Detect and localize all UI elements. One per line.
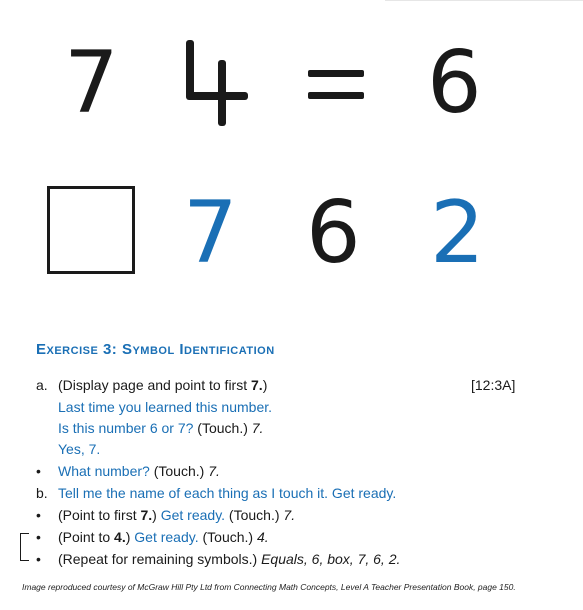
empty-box (47, 186, 135, 274)
script-line-5: What number? (Touch.) 7. (58, 463, 220, 479)
equals-sign-bottom (308, 92, 364, 99)
script-line-8: (Point to 4.) Get ready. (Touch.) 4. (58, 529, 269, 545)
script-line-9: (Repeat for remaining symbols.) Equals, 6, box, 7, 6, 2. (58, 551, 401, 567)
digit-six-row2: 6 (306, 183, 361, 283)
digit-four (180, 40, 250, 126)
step-a-label: a. (36, 377, 48, 393)
digit-six: 6 (427, 33, 482, 133)
bullet-4: • (36, 551, 41, 567)
lesson-code: [12:3A] (471, 377, 516, 393)
blue-seven: 7 (183, 183, 238, 283)
repeat-bracket (20, 533, 29, 561)
step-a-instruction: (Display page and point to first 7.) (58, 377, 268, 393)
exercise-heading: Exercise 3: Symbol Identification (36, 341, 275, 358)
top-border (385, 0, 583, 1)
blue-two: 2 (430, 183, 485, 283)
script-line-2: Last time you learned this number. (58, 399, 273, 415)
bullet-1: • (36, 463, 41, 479)
bullet-3: • (36, 529, 41, 545)
equals-sign-top (308, 70, 364, 77)
step-b-label: b. (36, 485, 48, 501)
bullet-2: • (36, 507, 41, 523)
digit-seven: 7 (64, 33, 119, 133)
step-b-instruction: Tell me the name of each thing as I touch it. Get ready. (58, 485, 397, 501)
script-line-3: Is this number 6 or 7? (Touch.) 7. (58, 420, 264, 436)
script-line-4: Yes, 7. (58, 441, 101, 457)
script-line-7: (Point to first 7.) Get ready. (Touch.) 7. (58, 507, 296, 523)
image-caption: Image reproduced courtesy of McGraw Hill Pty Ltd from Connecting Math Concepts, Level A Teacher Presentation Book, page 150. (22, 582, 516, 592)
